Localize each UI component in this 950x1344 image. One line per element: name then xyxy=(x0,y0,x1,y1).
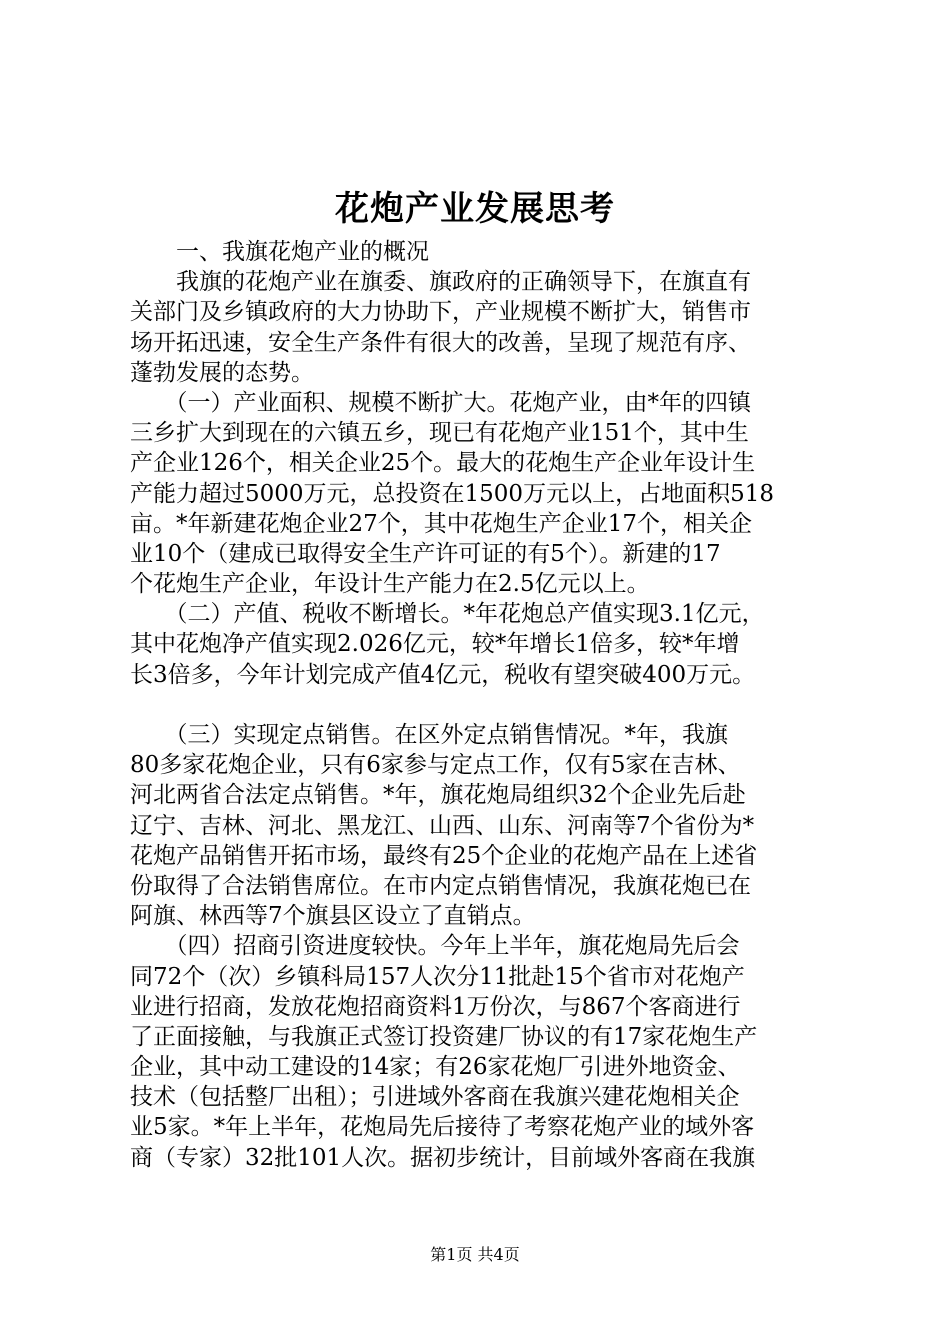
body-line: 商（专家）32批101人次。据初步统计，目前域外客商在我旗 xyxy=(130,1144,756,1171)
body-line: 三乡扩大到现在的六镇五乡，现已有花炮产业151个，其中生 xyxy=(130,420,749,447)
body-line: 阿旗、林西等7个旗县区设立了直销点。 xyxy=(130,903,536,930)
body-line: 场开拓迅速，安全生产条件有很大的改善，呈现了规范有序、 xyxy=(130,329,751,356)
body-line: 产企业126个，相关企业25个。最大的花炮生产企业年设计生 xyxy=(130,450,756,477)
body-line: 一、我旗花炮产业的概况 xyxy=(130,239,429,265)
body-line: 份取得了合法销售席位。在市内定点销售情况，我旗花炮已在 xyxy=(130,872,751,899)
body-line: 同72个（次）乡镇科局157人次分11批赴15个省市对花炮产 xyxy=(130,963,745,990)
body-line: 80多家花炮企业，只有6家参与定点工作，仅有5家在吉林、 xyxy=(130,752,741,779)
body-line: 亩。*年新建花炮企业27个，其中花炮生产企业17个，相关企 xyxy=(130,510,753,537)
body-line: 企业，其中动工建设的14家；有26家花炮厂引进外地资金、 xyxy=(130,1054,741,1081)
body-line: 长3倍多，今年计划完成产值4亿元，税收有望突破400万元。 xyxy=(130,661,756,688)
body-line: （四）招商引资进度较快。今年上半年，旗花炮局先后会 xyxy=(130,933,740,960)
body-line: 个花炮生产企业，年设计生产能力在2.5亿元以上。 xyxy=(130,571,650,598)
body-line: 了正面接触，与我旗正式签订投资建厂协议的有17家花炮生产 xyxy=(130,1023,758,1050)
body-line: 花炮产品销售开拓市场，最终有25个企业的花炮产品在上述省 xyxy=(130,842,758,869)
body-line: 辽宁、吉林、河北、黑龙江、山西、山东、河南等7个省份为* xyxy=(130,812,755,839)
body-line: （二）产值、税收不断增长。*年花炮总产值实现3.1亿元， xyxy=(130,601,765,628)
body-line: （一）产业面积、规模不断扩大。花炮产业，由*年的四镇 xyxy=(130,389,751,416)
body-line: （三）实现定点销售。在区外定点销售情况。*年，我旗 xyxy=(130,722,728,748)
body-line: 业进行招商，发放花炮招商资料1万份次，与867个客商进行 xyxy=(130,993,741,1020)
body-line: 河北两省合法定点销售。*年，旗花炮局组织32个企业先后赴 xyxy=(130,782,746,809)
body-line: 蓬勃发展的态势。 xyxy=(130,359,314,386)
page-footer: 第1页 共4页 xyxy=(430,1245,520,1264)
document-body xyxy=(130,237,830,1173)
body-line: 产能力超过5000万元，总投资在1500万元以上，占地面积518 xyxy=(130,480,774,507)
blank-line xyxy=(130,690,830,720)
body-line: 其中花炮净产值实现2.026亿元，较*年增长1倍多，较*年增 xyxy=(130,631,740,658)
body-line: 技术（包括整厂出租）；引进域外客商在我旗兴建花炮相关企 xyxy=(130,1084,740,1111)
document-title: 花炮产业发展思考 xyxy=(335,189,615,229)
body-line: 业10个（建成已取得安全生产许可证的有5个）。新建的17 xyxy=(130,540,721,567)
body-line: 关部门及乡镇政府的大力协助下，产业规模不断扩大，销售市 xyxy=(130,299,751,326)
body-line: 我旗的花炮产业在旗委、旗政府的正确领导下，在旗直有 xyxy=(130,269,751,296)
body-line: 业5家。*年上半年，花炮局先后接待了考察花炮产业的域外客 xyxy=(130,1114,755,1141)
